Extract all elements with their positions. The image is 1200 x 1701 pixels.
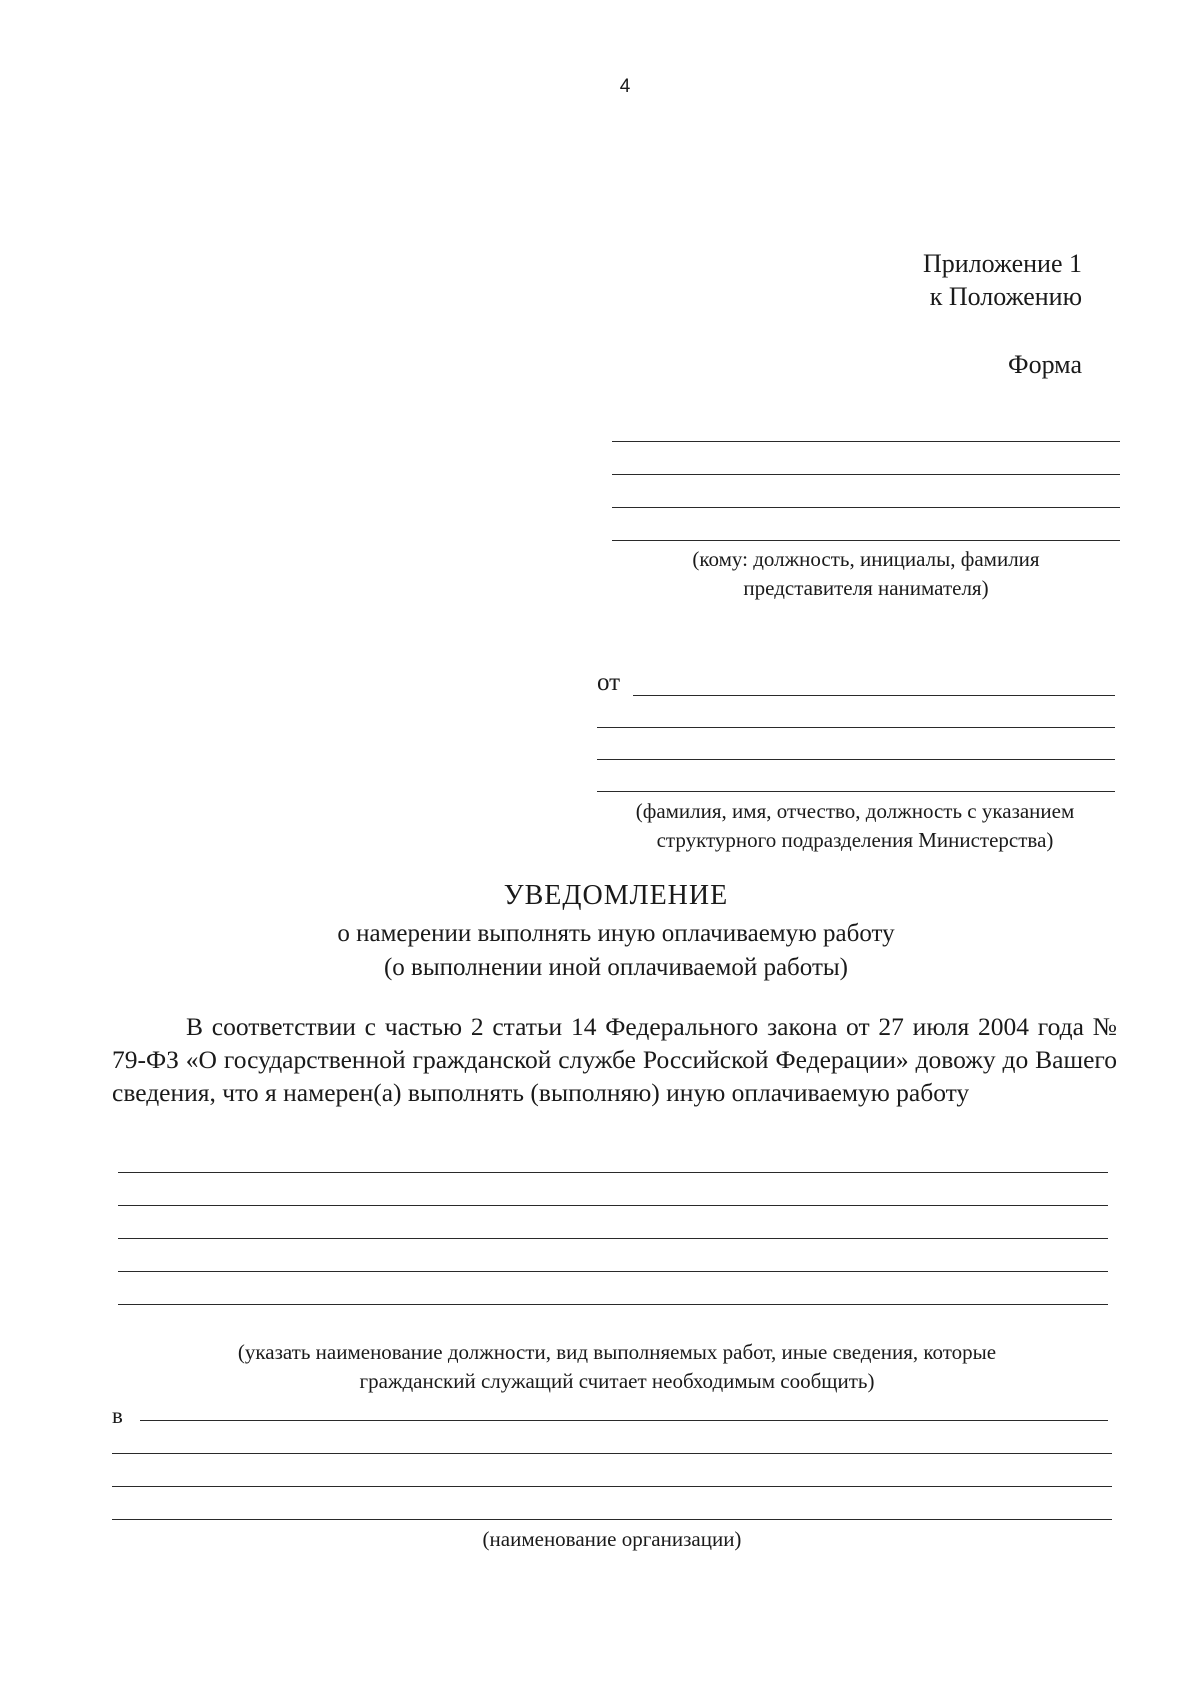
- recipient-line-4[interactable]: [612, 540, 1120, 541]
- document-subtitle: [0, 917, 1200, 985]
- work-caption-line-2: гражданский служащий считает необходимым сообщить): [359, 1369, 875, 1393]
- work-line-5[interactable]: [118, 1304, 1108, 1305]
- organization-line-2[interactable]: [112, 1453, 1112, 1454]
- organization-line-4[interactable]: [112, 1519, 1112, 1520]
- sender-line-3[interactable]: [597, 759, 1115, 760]
- sender-line-4[interactable]: [597, 791, 1115, 792]
- sender-caption-line-1: (фамилия, имя, отчество, должность с указанием: [635, 799, 1075, 823]
- organization-line-3[interactable]: [112, 1486, 1112, 1487]
- form-label: Форма: [1008, 350, 1082, 379]
- appendix-reference: [923, 247, 1082, 313]
- sender-line-2[interactable]: [597, 727, 1115, 728]
- organization-caption: (наименование организации): [482, 1527, 742, 1551]
- subtitle-line-1: о намерении выполнять иную оплачиваемую работу: [337, 920, 895, 947]
- organization-line-1[interactable]: [140, 1420, 1108, 1421]
- work-caption: [112, 1338, 1122, 1396]
- organization-in-label: в: [112, 1403, 123, 1428]
- recipient-caption: [612, 545, 1120, 603]
- work-line-1[interactable]: [118, 1172, 1108, 1173]
- page-number: 4: [619, 76, 631, 97]
- document-title: УВЕДОМЛЕНИЕ: [503, 880, 729, 911]
- sender-caption: [580, 797, 1130, 855]
- recipient-line-2[interactable]: [612, 474, 1120, 475]
- notification-body: В соответствии с частью 2 статьи 14 Федерального закона от 27 июля 2004 года № 79-ФЗ «О государственной гражданской службе Российской Федерации» довожу до Вашего сведения, что я намерен(а) выполнять (выполняю) иную оплачиваемую работу: [112, 1012, 1117, 1107]
- recipient-caption-line-1: (кому: должность, инициалы, фамилия: [692, 547, 1040, 571]
- recipient-line-3[interactable]: [612, 507, 1120, 508]
- work-line-3[interactable]: [118, 1238, 1108, 1239]
- from-label: от: [597, 669, 621, 696]
- appendix-line-2: к Положению: [929, 282, 1082, 311]
- recipient-line-1[interactable]: [612, 441, 1120, 442]
- recipient-caption-line-2: представителя нанимателя): [743, 576, 989, 600]
- sender-caption-line-2: структурного подразделения Министерства): [656, 828, 1054, 852]
- work-line-2[interactable]: [118, 1205, 1108, 1206]
- sender-line-1[interactable]: [633, 695, 1115, 696]
- work-caption-line-1: (указать наименование должности, вид выполняемых работ, иные сведения, которые: [237, 1340, 997, 1364]
- appendix-line-1: Приложение 1: [922, 249, 1082, 278]
- subtitle-line-2: (о выполнении иной оплачиваемой работы): [383, 954, 848, 981]
- work-line-4[interactable]: [118, 1271, 1108, 1272]
